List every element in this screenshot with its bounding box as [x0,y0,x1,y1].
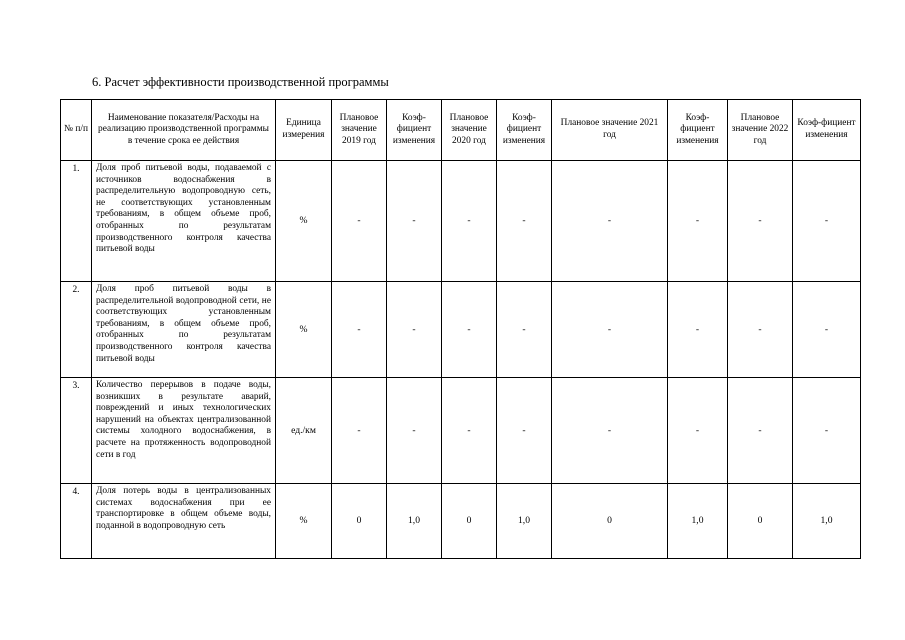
row-value: - [497,161,552,282]
row-unit: % [276,282,332,378]
row-value: - [497,282,552,378]
row-value: 0 [332,484,387,559]
header-cell-plan-2021: Плановое значение 2021 год [552,100,668,161]
row-value: - [793,282,861,378]
row-unit: % [276,484,332,559]
row-value: - [442,378,497,484]
row-value: - [442,161,497,282]
row-value: - [668,161,728,282]
row-value: - [728,378,793,484]
table-row [61,282,861,378]
table-row [61,161,861,282]
header-cell-coef-2020: Коэф-фициент изменения [497,100,552,161]
row-indicator-name: Доля проб питьевой воды, подаваемой с источников водоснабжения в распределительную водопроводную сеть, не соответствующих установленным требованиям, в общем объеме проб, отобранных по результатам производственного контроля качества питьевой воды [92,161,276,282]
row-number: 3. [61,378,92,484]
row-value: 0 [442,484,497,559]
row-value: 0 [552,484,668,559]
row-value: - [387,161,442,282]
row-unit: % [276,161,332,282]
row-value: 1,0 [793,484,861,559]
header-cell-coef-2022: Коэф-фициент изменения [793,100,861,161]
row-value: - [387,282,442,378]
row-value: 1,0 [668,484,728,559]
row-indicator-name: Количество перерывов в подаче воды, возникших в результате аварий, повреждений и иных технологических нарушений на объектах централизованной системы холодного водоснабжения, в расчете на протяженность водопроводной сети в год [92,378,276,484]
row-number: 4. [61,484,92,559]
header-cell-coef-2021: Коэф-фициент изменения [668,100,728,161]
row-value: - [387,378,442,484]
row-value: 1,0 [497,484,552,559]
row-value: - [552,378,668,484]
row-value: - [442,282,497,378]
row-value: - [332,282,387,378]
row-value: 0 [728,484,793,559]
row-indicator-name: Доля потерь воды в централизованных системах водоснабжения при ее транспортировке в общем объеме воды, поданной в водопроводную сеть [92,484,276,559]
row-value: - [668,282,728,378]
row-unit: ед./км [276,378,332,484]
row-indicator-name: Доля проб питьевой воды в распределительной водопроводной сети, не соответствующих установленным требованиям, в общем объеме проб, отобранных по результатам производственного контроля качества питьевой воды [92,282,276,378]
row-value: - [793,378,861,484]
efficiency-table [60,99,861,559]
header-cell-coef-2019: Коэф-фициент изменения [387,100,442,161]
header-cell-number: № п/п [61,100,92,161]
row-value: - [793,161,861,282]
header-cell-name: Наименование показателя/Расходы на реализацию производственной программы в течение срока ее действия [92,100,276,161]
row-number: 2. [61,282,92,378]
section-heading: 6. Расчет эффективности производственной программы [92,75,389,89]
row-value: - [552,161,668,282]
row-value: - [332,378,387,484]
row-number: 1. [61,161,92,282]
table-header-row [61,100,861,161]
row-value: - [497,378,552,484]
row-value: - [728,282,793,378]
header-cell-plan-2020: Плановое значение 2020 год [442,100,497,161]
row-value: - [332,161,387,282]
row-value: 1,0 [387,484,442,559]
row-value: - [728,161,793,282]
header-cell-plan-2022: Плановое значение 2022 год [728,100,793,161]
row-value: - [552,282,668,378]
table-row [61,378,861,484]
header-cell-plan-2019: Плановое значение 2019 год [332,100,387,161]
row-value: - [668,378,728,484]
header-cell-unit: Единица измерения [276,100,332,161]
table-row [61,484,861,559]
